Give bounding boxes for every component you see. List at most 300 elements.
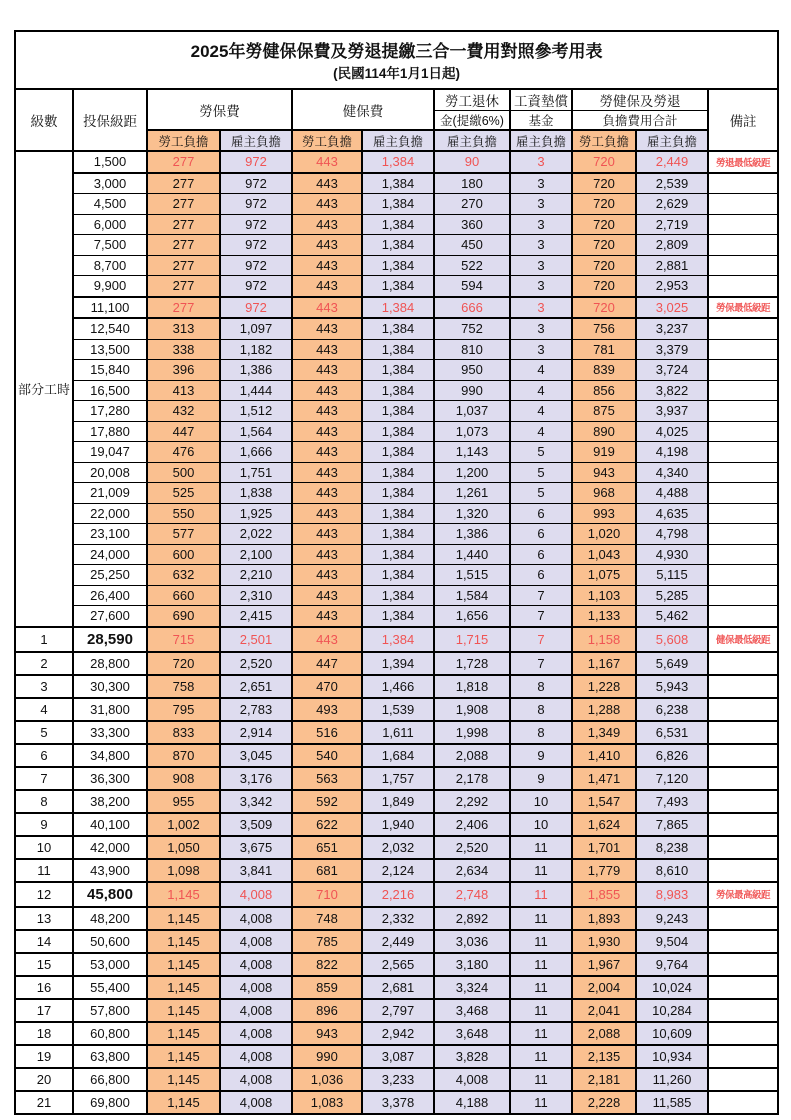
total-employee-cell: 720 [572, 276, 636, 297]
total-employer-cell: 7,120 [636, 767, 708, 790]
total-employer-cell: 3,025 [636, 297, 708, 319]
total-employer-cell: 2,809 [636, 235, 708, 256]
fund-employer-cell: 11 [510, 1068, 572, 1091]
col-header-note: 備註 [708, 89, 778, 151]
health-employee-cell: 447 [292, 652, 362, 675]
bracket-cell: 36,300 [73, 767, 147, 790]
table-row [15, 1091, 778, 1114]
table-row [15, 442, 778, 463]
labor-employee-cell: 1,145 [147, 1091, 220, 1114]
labor-employee-cell: 1,145 [147, 907, 220, 930]
total-employer-cell: 8,983 [636, 882, 708, 907]
total-employer-cell: 10,024 [636, 976, 708, 999]
pension-employer-cell: 4,188 [434, 1091, 510, 1114]
bracket-cell: 24,000 [73, 544, 147, 565]
health-employer-cell: 1,384 [362, 565, 434, 586]
labor-employer-cell: 2,783 [220, 698, 292, 721]
bracket-cell: 7,500 [73, 235, 147, 256]
fund-employer-cell: 4 [510, 421, 572, 442]
note-cell [708, 813, 778, 836]
fund-employer-cell: 11 [510, 930, 572, 953]
labor-employer-cell: 1,386 [220, 360, 292, 381]
pension-employer-cell: 1,261 [434, 483, 510, 504]
bracket-cell: 13,500 [73, 339, 147, 360]
pension-employer-cell: 1,200 [434, 462, 510, 483]
total-employer-cell: 11,260 [636, 1068, 708, 1091]
total-employee-cell: 1,133 [572, 606, 636, 627]
bracket-cell: 3,000 [73, 173, 147, 194]
total-employee-cell: 2,181 [572, 1068, 636, 1091]
bracket-cell: 33,300 [73, 721, 147, 744]
labor-employer-cell: 972 [220, 173, 292, 194]
health-employee-cell: 443 [292, 380, 362, 401]
total-employee-cell: 1,701 [572, 836, 636, 859]
labor-employee-cell: 632 [147, 565, 220, 586]
labor-employer-cell: 1,666 [220, 442, 292, 463]
total-employer-cell: 9,243 [636, 907, 708, 930]
level-cell: 9 [15, 813, 73, 836]
table-title-block [15, 31, 778, 89]
bracket-cell: 26,400 [73, 585, 147, 606]
note-cell [708, 999, 778, 1022]
labor-employee-cell: 690 [147, 606, 220, 627]
total-employer-cell: 4,488 [636, 483, 708, 504]
bracket-cell: 45,800 [73, 882, 147, 907]
pension-employer-cell: 1,728 [434, 652, 510, 675]
health-employee-cell: 1,083 [292, 1091, 362, 1114]
note-cell [708, 524, 778, 545]
fund-employer-cell: 11 [510, 1022, 572, 1045]
total-employer-cell: 5,649 [636, 652, 708, 675]
labor-employee-cell: 396 [147, 360, 220, 381]
note-cell [708, 339, 778, 360]
health-employer-cell: 2,216 [362, 882, 434, 907]
labor-employer-cell: 2,520 [220, 652, 292, 675]
health-employer-cell: 1,384 [362, 360, 434, 381]
labor-employee-cell: 870 [147, 744, 220, 767]
note-cell [708, 235, 778, 256]
labor-employee-cell: 447 [147, 421, 220, 442]
total-employer-cell: 10,284 [636, 999, 708, 1022]
labor-employee-cell: 432 [147, 401, 220, 422]
labor-employee-cell: 1,145 [147, 1068, 220, 1091]
fund-employer-cell: 9 [510, 767, 572, 790]
table-row [15, 235, 778, 256]
fund-employer-cell: 5 [510, 442, 572, 463]
table-row [15, 380, 778, 401]
labor-employer-cell: 1,182 [220, 339, 292, 360]
fund-employer-cell: 3 [510, 151, 572, 173]
bracket-cell: 50,600 [73, 930, 147, 953]
total-employer-cell: 4,930 [636, 544, 708, 565]
pension-employer-cell: 270 [434, 194, 510, 215]
labor-employer-cell: 3,176 [220, 767, 292, 790]
total-employee-cell: 875 [572, 401, 636, 422]
labor-employer-cell: 4,008 [220, 882, 292, 907]
health-employer-cell: 1,384 [362, 606, 434, 627]
total-employee-cell: 839 [572, 360, 636, 381]
bracket-cell: 28,590 [73, 627, 147, 652]
labor-employer-cell: 4,008 [220, 999, 292, 1022]
pension-employer-cell: 1,037 [434, 401, 510, 422]
bracket-cell: 6,000 [73, 214, 147, 235]
title-row [15, 31, 778, 89]
pension-employer-cell: 3,180 [434, 953, 510, 976]
table-row [15, 297, 778, 319]
pension-employer-cell: 2,634 [434, 859, 510, 882]
total-employer-cell: 6,826 [636, 744, 708, 767]
total-employee-cell: 1,043 [572, 544, 636, 565]
labor-employer-cell: 972 [220, 194, 292, 215]
labor-employer-cell: 2,501 [220, 627, 292, 652]
fund-employer-cell: 3 [510, 339, 572, 360]
bracket-cell: 66,800 [73, 1068, 147, 1091]
health-employer-cell: 1,466 [362, 675, 434, 698]
fund-employer-cell: 3 [510, 318, 572, 339]
health-employer-cell: 1,384 [362, 255, 434, 276]
health-employee-cell: 443 [292, 151, 362, 173]
labor-employer-cell: 972 [220, 214, 292, 235]
health-employer-cell: 1,384 [362, 524, 434, 545]
labor-employer-cell: 3,675 [220, 836, 292, 859]
table-row [15, 421, 778, 442]
labor-employee-cell: 1,145 [147, 976, 220, 999]
level-cell: 20 [15, 1068, 73, 1091]
fund-employer-cell: 4 [510, 380, 572, 401]
total-employee-cell: 1,075 [572, 565, 636, 586]
health-employee-cell: 563 [292, 767, 362, 790]
health-employer-cell: 1,384 [362, 173, 434, 194]
total-employee-cell: 2,088 [572, 1022, 636, 1045]
labor-employer-cell: 972 [220, 297, 292, 319]
table-row [15, 652, 778, 675]
health-employer-cell: 1,384 [362, 585, 434, 606]
table-row [15, 339, 778, 360]
note-cell [708, 675, 778, 698]
labor-employee-cell: 1,145 [147, 930, 220, 953]
level-cell: 14 [15, 930, 73, 953]
fund-employer-cell: 7 [510, 652, 572, 675]
total-employee-cell: 2,041 [572, 999, 636, 1022]
table-row [15, 675, 778, 698]
fund-employer-cell: 11 [510, 882, 572, 907]
total-employer-cell: 9,764 [636, 953, 708, 976]
health-employee-cell: 443 [292, 421, 362, 442]
total-employer-cell: 2,881 [636, 255, 708, 276]
pension-employer-cell: 1,998 [434, 721, 510, 744]
health-employee-cell: 443 [292, 606, 362, 627]
level-cell: 6 [15, 744, 73, 767]
fund-employer-cell: 11 [510, 953, 572, 976]
labor-employer-cell: 1,097 [220, 318, 292, 339]
bracket-cell: 4,500 [73, 194, 147, 215]
part-time-label: 部分工時 [15, 151, 73, 627]
fund-employer-cell: 7 [510, 606, 572, 627]
bracket-cell: 38,200 [73, 790, 147, 813]
total-employee-cell: 756 [572, 318, 636, 339]
fund-employer-cell: 7 [510, 627, 572, 652]
labor-employee-cell: 1,145 [147, 999, 220, 1022]
labor-employer-cell: 2,415 [220, 606, 292, 627]
note-cell [708, 1022, 778, 1045]
fund-employer-cell: 4 [510, 360, 572, 381]
sub-header-fund-employer: 雇主負擔 [510, 130, 572, 151]
table-row [15, 1045, 778, 1068]
table-row [15, 859, 778, 882]
labor-employer-cell: 3,841 [220, 859, 292, 882]
table-row [15, 360, 778, 381]
level-cell: 4 [15, 698, 73, 721]
health-employer-cell: 1,384 [362, 401, 434, 422]
labor-employee-cell: 413 [147, 380, 220, 401]
bracket-cell: 60,800 [73, 1022, 147, 1045]
labor-employee-cell: 277 [147, 276, 220, 297]
bracket-cell: 57,800 [73, 999, 147, 1022]
labor-employer-cell: 2,310 [220, 585, 292, 606]
labor-employee-cell: 1,050 [147, 836, 220, 859]
health-employee-cell: 710 [292, 882, 362, 907]
note-cell [708, 1045, 778, 1068]
sub-header-health-employer: 雇主負擔 [362, 130, 434, 151]
note-cell [708, 194, 778, 215]
total-employer-cell: 8,238 [636, 836, 708, 859]
pension-employer-cell: 1,440 [434, 544, 510, 565]
health-employer-cell: 3,087 [362, 1045, 434, 1068]
total-employer-cell: 11,585 [636, 1091, 708, 1114]
pension-employer-cell: 1,320 [434, 503, 510, 524]
level-cell: 12 [15, 882, 73, 907]
labor-employer-cell: 2,210 [220, 565, 292, 586]
note-cell [708, 606, 778, 627]
total-employer-cell: 3,822 [636, 380, 708, 401]
total-employee-cell: 1,410 [572, 744, 636, 767]
labor-employee-cell: 277 [147, 173, 220, 194]
pension-employer-cell: 1,515 [434, 565, 510, 586]
fund-employer-cell: 9 [510, 744, 572, 767]
health-employee-cell: 651 [292, 836, 362, 859]
sub-header-labor-employer: 雇主負擔 [220, 130, 292, 151]
table-body [15, 151, 778, 1114]
pension-employer-cell: 2,088 [434, 744, 510, 767]
bracket-cell: 27,600 [73, 606, 147, 627]
health-employer-cell: 1,384 [362, 276, 434, 297]
fund-employer-cell: 6 [510, 503, 572, 524]
labor-employer-cell: 972 [220, 151, 292, 173]
note-cell [708, 360, 778, 381]
health-employer-cell: 1,384 [362, 318, 434, 339]
health-employee-cell: 943 [292, 1022, 362, 1045]
total-employee-cell: 720 [572, 194, 636, 215]
health-employer-cell: 3,233 [362, 1068, 434, 1091]
health-employee-cell: 443 [292, 255, 362, 276]
fund-employer-cell: 11 [510, 1091, 572, 1114]
health-employer-cell: 1,384 [362, 483, 434, 504]
level-cell: 8 [15, 790, 73, 813]
health-employer-cell: 1,384 [362, 442, 434, 463]
labor-employee-cell: 955 [147, 790, 220, 813]
pension-employer-cell: 990 [434, 380, 510, 401]
total-employee-cell: 1,167 [572, 652, 636, 675]
table-row [15, 483, 778, 504]
health-employee-cell: 443 [292, 627, 362, 652]
col-header-total-line1: 勞健保及勞退 [572, 89, 708, 111]
health-employee-cell: 443 [292, 565, 362, 586]
health-employee-cell: 990 [292, 1045, 362, 1068]
table-row [15, 907, 778, 930]
table-row [15, 744, 778, 767]
health-employer-cell: 1,384 [362, 462, 434, 483]
bracket-cell: 63,800 [73, 1045, 147, 1068]
pension-employer-cell: 1,386 [434, 524, 510, 545]
health-employee-cell: 443 [292, 173, 362, 194]
bracket-cell: 69,800 [73, 1091, 147, 1114]
note-cell [708, 721, 778, 744]
labor-employee-cell: 660 [147, 585, 220, 606]
total-employer-cell: 3,379 [636, 339, 708, 360]
note-cell [708, 173, 778, 194]
table-row [15, 565, 778, 586]
labor-employee-cell: 1,098 [147, 859, 220, 882]
level-cell: 18 [15, 1022, 73, 1045]
pension-employer-cell: 3,036 [434, 930, 510, 953]
table-row [15, 606, 778, 627]
total-employer-cell: 3,724 [636, 360, 708, 381]
pension-employer-cell: 2,892 [434, 907, 510, 930]
total-employee-cell: 1,103 [572, 585, 636, 606]
labor-employee-cell: 720 [147, 652, 220, 675]
health-employer-cell: 1,384 [362, 627, 434, 652]
labor-employee-cell: 277 [147, 255, 220, 276]
note-cell [708, 976, 778, 999]
health-employer-cell: 1,684 [362, 744, 434, 767]
labor-employer-cell: 2,651 [220, 675, 292, 698]
note-cell [708, 503, 778, 524]
labor-employer-cell: 4,008 [220, 930, 292, 953]
bracket-cell: 22,000 [73, 503, 147, 524]
health-employer-cell: 1,384 [362, 151, 434, 173]
total-employee-cell: 993 [572, 503, 636, 524]
table-row [15, 401, 778, 422]
labor-employer-cell: 972 [220, 235, 292, 256]
note-cell [708, 462, 778, 483]
level-cell: 13 [15, 907, 73, 930]
level-cell: 10 [15, 836, 73, 859]
labor-employee-cell: 1,145 [147, 953, 220, 976]
total-employer-cell: 2,539 [636, 173, 708, 194]
level-cell: 19 [15, 1045, 73, 1068]
health-employer-cell: 1,539 [362, 698, 434, 721]
pension-employer-cell: 1,143 [434, 442, 510, 463]
note-cell: 健保最低級距 [708, 627, 778, 652]
health-employee-cell: 443 [292, 297, 362, 319]
health-employee-cell: 516 [292, 721, 362, 744]
health-employee-cell: 822 [292, 953, 362, 976]
total-employer-cell: 5,462 [636, 606, 708, 627]
fund-employer-cell: 11 [510, 1045, 572, 1068]
level-cell: 7 [15, 767, 73, 790]
total-employee-cell: 1,228 [572, 675, 636, 698]
labor-employer-cell: 2,100 [220, 544, 292, 565]
total-employer-cell: 2,449 [636, 151, 708, 173]
health-employer-cell: 2,565 [362, 953, 434, 976]
total-employee-cell: 1,158 [572, 627, 636, 652]
total-employer-cell: 10,934 [636, 1045, 708, 1068]
sub-header-labor-employee: 勞工負擔 [147, 130, 220, 151]
bracket-cell: 34,800 [73, 744, 147, 767]
bracket-cell: 28,800 [73, 652, 147, 675]
note-cell [708, 276, 778, 297]
pension-employer-cell: 1,073 [434, 421, 510, 442]
total-employee-cell: 856 [572, 380, 636, 401]
total-employee-cell: 1,893 [572, 907, 636, 930]
health-employee-cell: 896 [292, 999, 362, 1022]
bracket-cell: 25,250 [73, 565, 147, 586]
labor-employee-cell: 338 [147, 339, 220, 360]
labor-employer-cell: 4,008 [220, 907, 292, 930]
premium-table [14, 30, 779, 1115]
labor-employer-cell: 1,925 [220, 503, 292, 524]
pension-employer-cell: 450 [434, 235, 510, 256]
level-cell: 1 [15, 627, 73, 652]
table-row [15, 790, 778, 813]
note-cell [708, 401, 778, 422]
labor-employer-cell: 1,838 [220, 483, 292, 504]
bracket-cell: 15,840 [73, 360, 147, 381]
health-employer-cell: 1,384 [362, 214, 434, 235]
health-employer-cell: 1,757 [362, 767, 434, 790]
health-employee-cell: 443 [292, 524, 362, 545]
bracket-cell: 42,000 [73, 836, 147, 859]
health-employer-cell: 1,384 [362, 544, 434, 565]
bracket-cell: 1,500 [73, 151, 147, 173]
col-header-fund-line1: 工資墊償 [510, 89, 572, 111]
total-employer-cell: 7,865 [636, 813, 708, 836]
labor-employer-cell: 4,008 [220, 953, 292, 976]
total-employer-cell: 5,943 [636, 675, 708, 698]
health-employer-cell: 2,449 [362, 930, 434, 953]
labor-employee-cell: 758 [147, 675, 220, 698]
total-employee-cell: 2,135 [572, 1045, 636, 1068]
labor-employee-cell: 277 [147, 297, 220, 319]
fund-employer-cell: 3 [510, 276, 572, 297]
labor-employer-cell: 3,342 [220, 790, 292, 813]
table-row [15, 953, 778, 976]
fund-employer-cell: 4 [510, 401, 572, 422]
total-employee-cell: 1,020 [572, 524, 636, 545]
note-cell [708, 255, 778, 276]
note-cell [708, 1068, 778, 1091]
table-row [15, 721, 778, 744]
table-row [15, 194, 778, 215]
pension-employer-cell: 3,828 [434, 1045, 510, 1068]
labor-employee-cell: 525 [147, 483, 220, 504]
health-employer-cell: 1,384 [362, 339, 434, 360]
health-employer-cell: 2,681 [362, 976, 434, 999]
page-title: 2025年勞健保保費及勞退提繳三合一費用對照參考用表 [190, 42, 603, 62]
level-cell: 11 [15, 859, 73, 882]
total-employee-cell: 2,004 [572, 976, 636, 999]
note-cell [708, 380, 778, 401]
table-row [15, 698, 778, 721]
table-row [15, 276, 778, 297]
pension-employer-cell: 2,748 [434, 882, 510, 907]
table-row [15, 976, 778, 999]
col-header-level: 級數 [15, 89, 73, 151]
labor-employee-cell: 500 [147, 462, 220, 483]
note-cell [708, 442, 778, 463]
labor-employee-cell: 277 [147, 235, 220, 256]
pension-employer-cell: 1,908 [434, 698, 510, 721]
